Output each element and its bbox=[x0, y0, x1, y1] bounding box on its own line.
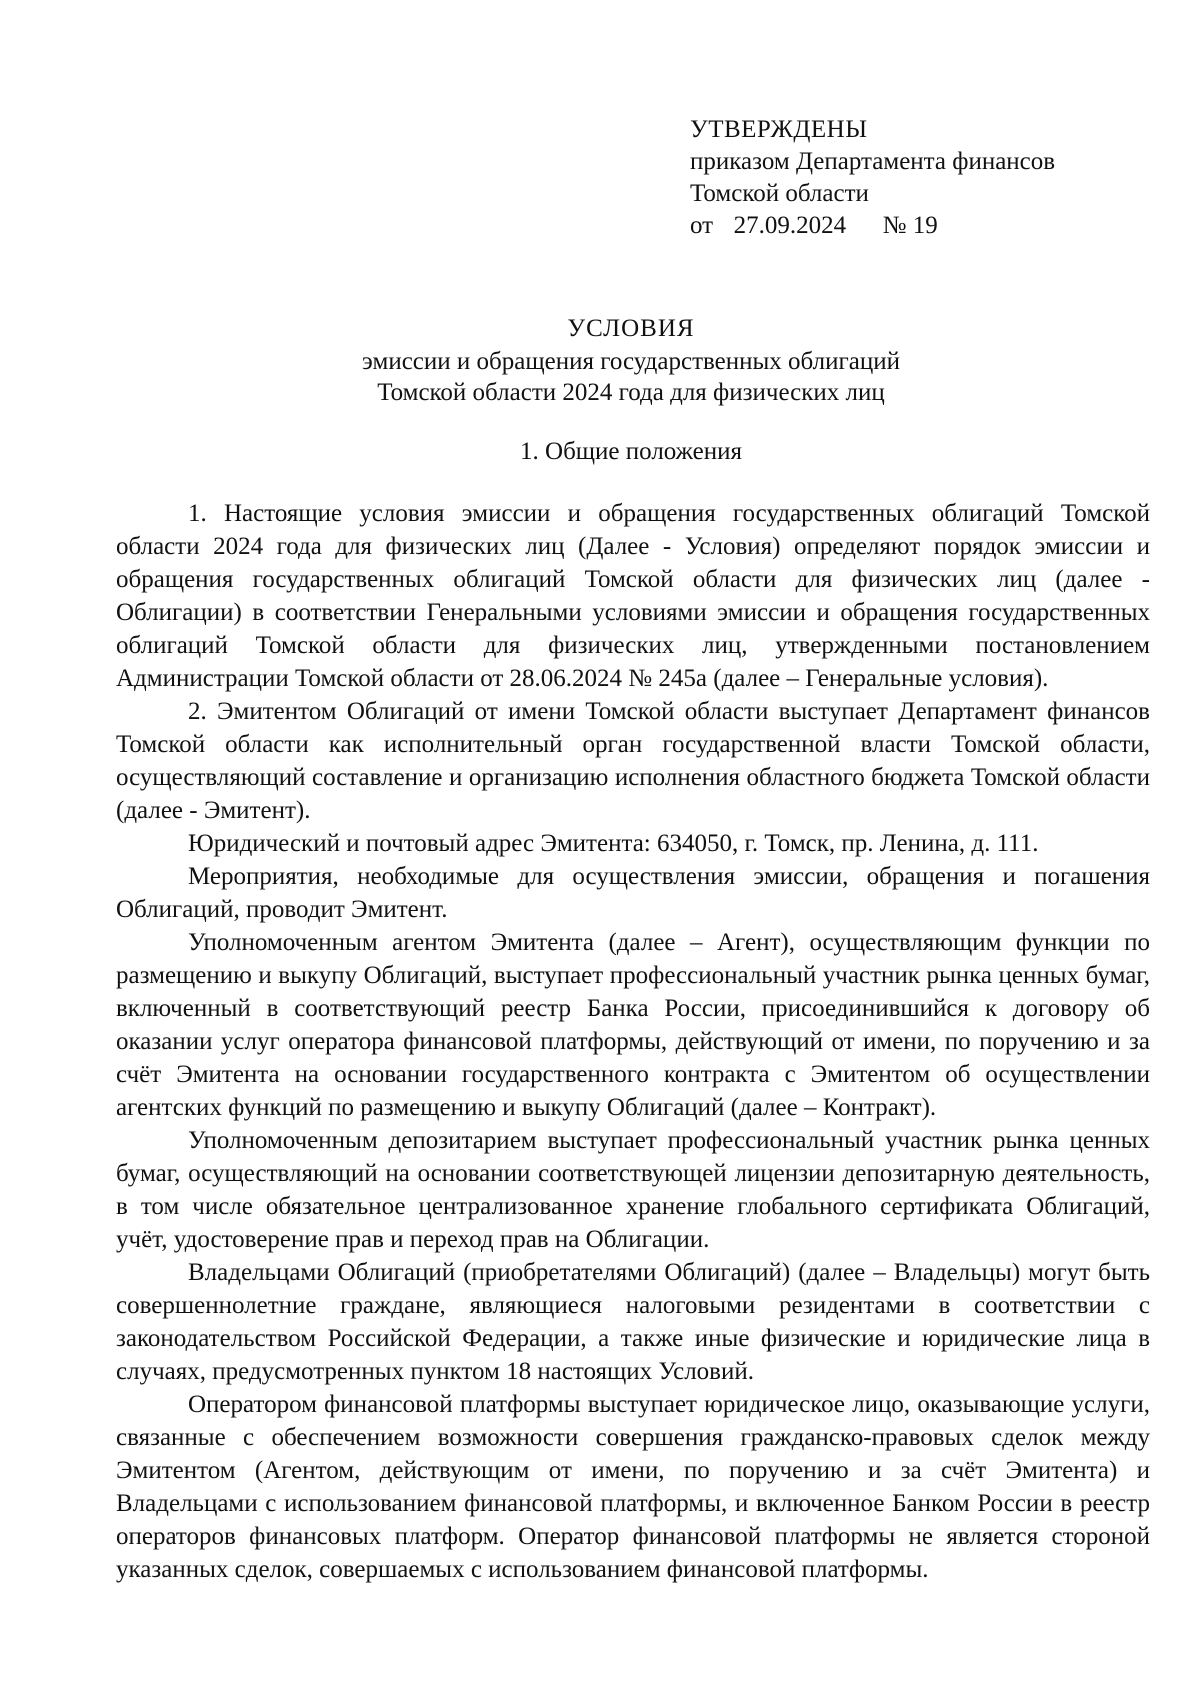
document-subtitle-line-1: эмиссии и обращения государственных облигаций bbox=[362, 348, 900, 375]
approval-number: № 19 bbox=[882, 212, 938, 239]
approval-date-line bbox=[690, 210, 1055, 241]
approval-line-1: приказом Департамента финансов bbox=[690, 148, 1056, 175]
paragraph-activities: Мероприятия, необходимые для осуществления эмиссии, обращения и погашения Облигаций, проводит Эмитент. bbox=[116, 863, 1150, 923]
document-title: УСЛОВИЯ bbox=[567, 315, 695, 342]
approval-block bbox=[690, 114, 1055, 242]
paragraph-depositary: Уполномоченным депозитарием выступает профессиональный участник рынка ценных бумаг, осуществляющий на основании соответствующей лицензии депозитарную деятельность, в том числе обязательное централизованное хранение глобального сертификата Облигаций, учёт, удостоверение прав и переход прав на Облигации. bbox=[116, 1127, 1150, 1253]
paragraph-address: Юридический и почтовый адрес Эмитента: 634050, г. Томск, пр. Ленина, д. 111. bbox=[188, 830, 1039, 857]
document-subtitle-line-2: Томской области 2024 года для физических лиц bbox=[377, 379, 885, 406]
document-body bbox=[116, 497, 1150, 1586]
approval-date-prefix: от bbox=[690, 212, 714, 239]
approval-heading: УТВЕРЖДЕНЫ bbox=[690, 116, 868, 143]
paragraph-2: 2. Эмитентом Облигаций от имени Томской области выступает Департамент финансов Томской области как исполнительный орган государственной власти Томской области, осуществляющий составление и организацию исполнения областного бюджета Томской области (далее - Эмитент). bbox=[116, 698, 1150, 824]
paragraph-owners: Владельцами Облигаций (приобретателями Облигаций) (далее – Владельцы) могут быть совершеннолетние граждане, являющиеся налоговыми резидентами в соответствии с законодательством Российской Федерации, а также иные физические и юридические лица в случаях, предусмотренных пунктом 18 настоящих Условий. bbox=[116, 1259, 1150, 1385]
paragraph-1: 1. Настоящие условия эмиссии и обращения государственных облигаций Томской области 2024 года для физических лиц (Далее - Условия) определяют порядок эмиссии и обращения государственных облигаций Томской области для физических лиц (далее - Облигации) в соответствии Генеральными условиями эмиссии и обращения государственных облигаций Томской области для физических лиц, утвержденными постановлением Администрации Томской области от 28.06.2024 № 245а (далее – Генеральные условия). bbox=[116, 500, 1150, 692]
section-title: 1. Общие положения bbox=[520, 438, 742, 465]
approval-line-2: Томской области bbox=[690, 180, 869, 207]
approval-date: 27.09.2024 bbox=[733, 212, 847, 239]
paragraph-platform-operator: Оператором финансовой платформы выступает юридическое лицо, оказывающие услуги, связанные с обеспечением возможности совершения гражданско-правовых сделок между Эмитентом (Агентом, действующим от имени, по поручению и за счёт Эмитента) и Владельцами с использованием финансовой платформы, и включенное Банком России в реестр операторов финансовых платформ. Оператор финансовой платформы не является стороной указанных сделок, совершаемых с использованием финансовой платформы. bbox=[116, 1391, 1150, 1583]
paragraph-agent: Уполномоченным агентом Эмитента (далее – Агент), осуществляющим функции по размещению и выкупу Облигаций, выступает профессиональный участник рынка ценных бумаг, включенный в соответствующий реестр Банка России, присоединившийся к договору об оказании услуг оператора финансовой платформы, действующий от имени, по поручению и за счёт Эмитента на основании государственного контракта с Эмитентом об осуществлении агентских функций по размещению и выкупу Облигаций (далее – Контракт). bbox=[116, 929, 1150, 1121]
